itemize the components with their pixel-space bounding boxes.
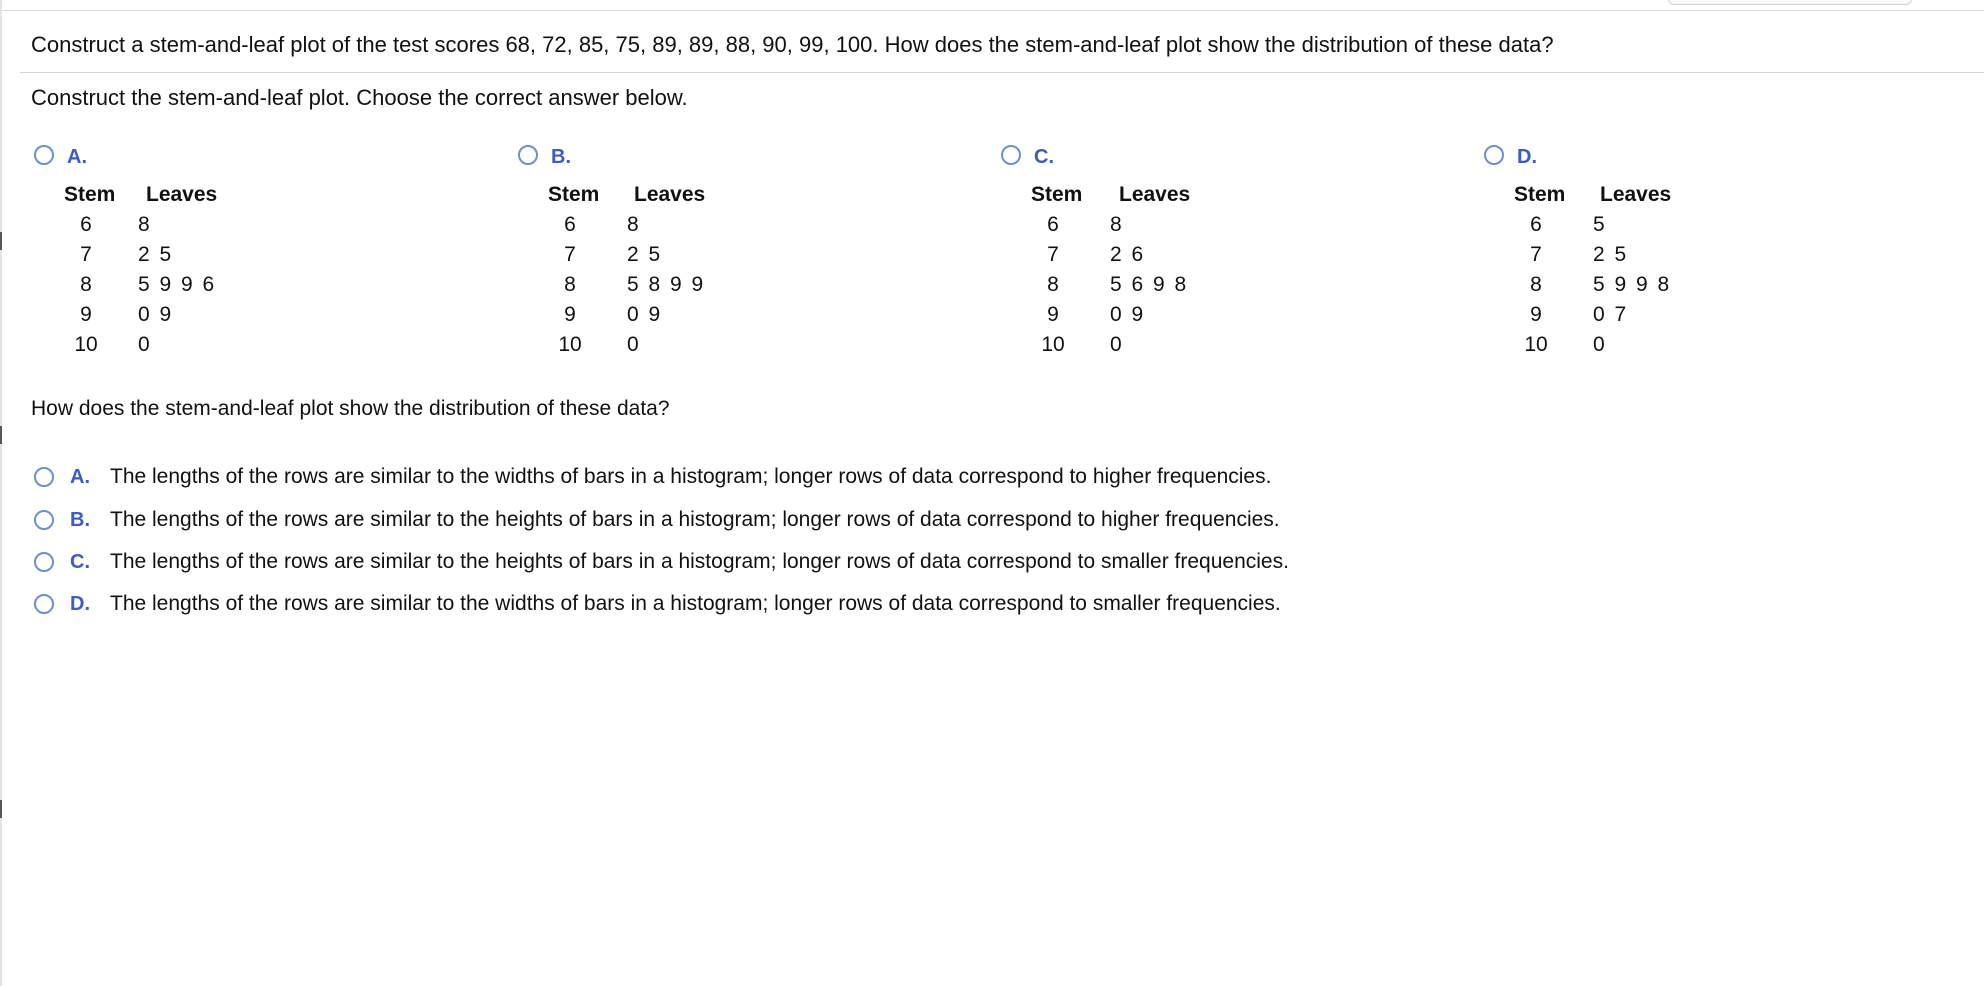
leaves-value: 5 9 9 8: [1593, 273, 1672, 296]
option-letter: D.: [1517, 146, 1537, 168]
option-letter: A.: [67, 146, 87, 168]
radio-answer-c[interactable]: [34, 552, 54, 572]
leaves-value: 2 5: [138, 243, 174, 266]
leaves-value: 5 9 9 6: [138, 273, 217, 296]
stem-value: 8: [564, 273, 576, 296]
left-edge-marker: [0, 232, 2, 250]
radio-option-b[interactable]: [518, 145, 538, 165]
stem-value: 6: [1047, 213, 1059, 236]
leaves-value: 0: [1593, 333, 1607, 356]
answer-text: The lengths of the rows are similar to the widths of bars in a histogram; longer rows of data correspond to higher frequencies.: [110, 465, 1272, 488]
instruction-text: Construct the stem-and-leaf plot. Choose the correct answer below.: [31, 85, 688, 110]
answer-text: The lengths of the rows are similar to the widths of bars in a histogram; longer rows of data correspond to smaller frequencies.: [110, 592, 1281, 615]
stem-value: 9: [1047, 303, 1059, 326]
stem-value: 6: [564, 213, 576, 236]
answer-letter: A.: [70, 466, 90, 488]
leaves-value: 5 6 9 8: [1110, 273, 1189, 296]
stem-value: 8: [80, 273, 92, 296]
stem-value: 10: [74, 333, 98, 356]
leaves-value: 0: [1110, 333, 1124, 356]
answer-letter: D.: [70, 593, 90, 615]
stem-value: 9: [80, 303, 92, 326]
left-edge: [0, 0, 2, 986]
stem-value: 8: [1530, 273, 1542, 296]
stem-value: 6: [80, 213, 92, 236]
plot-option-a[interactable]: [34, 143, 434, 356]
stem-value: 10: [1524, 333, 1548, 356]
leaves-value: 0 9: [627, 303, 663, 326]
stem-value: 7: [1047, 243, 1059, 266]
stem-value: 7: [1530, 243, 1542, 266]
leaves-header: Leaves: [1600, 183, 1672, 206]
answer-option-c[interactable]: [34, 546, 1534, 578]
radio-option-a[interactable]: [34, 145, 54, 165]
answer-letter: C.: [70, 551, 90, 573]
stem-value: 6: [1530, 213, 1542, 236]
leaves-value: 2 5: [1593, 243, 1629, 266]
leaves-value: 0: [138, 333, 152, 356]
answer-option-a[interactable]: [34, 461, 1534, 493]
radio-option-d[interactable]: [1484, 145, 1504, 165]
leaves-header: Leaves: [146, 183, 218, 206]
stem-value: 10: [558, 333, 582, 356]
stem-value: 10: [1041, 333, 1065, 356]
leaves-value: 0 9: [1110, 303, 1146, 326]
stem-value: 7: [564, 243, 576, 266]
left-edge-marker: [0, 800, 2, 818]
left-edge-marker: [0, 426, 2, 444]
answer-option-d[interactable]: [34, 588, 1534, 620]
leaves-header: Leaves: [634, 183, 706, 206]
leaves-value: 0 9: [138, 303, 174, 326]
stem-header: Stem: [64, 183, 116, 206]
question-text: Construct a stem-and-leaf plot of the test scores 68, 72, 85, 75, 89, 89, 88, 90, 99, 100. How does the stem-and-leaf plot show the distribution of these data?: [31, 32, 1554, 57]
stem-value: 7: [80, 243, 92, 266]
leaves-value: 2 6: [1110, 243, 1146, 266]
radio-answer-b[interactable]: [34, 510, 54, 530]
top-widget: [1668, 0, 1912, 5]
leaves-value: 8: [138, 213, 152, 236]
question-2-text: How does the stem-and-leaf plot show the distribution of these data?: [31, 397, 670, 420]
leaves-value: 0 7: [1593, 303, 1629, 326]
leaves-value: 2 5: [627, 243, 663, 266]
stem-value: 9: [564, 303, 576, 326]
stem-header: Stem: [1514, 183, 1566, 206]
stem-value: 8: [1047, 273, 1059, 296]
divider: [20, 72, 1984, 73]
leaves-value: 5: [1593, 213, 1607, 236]
answer-text: The lengths of the rows are similar to the heights of bars in a histogram; longer rows of data correspond to higher frequencies.: [110, 508, 1280, 531]
option-letter: C.: [1034, 146, 1054, 168]
radio-answer-d[interactable]: [34, 594, 54, 614]
plot-option-d[interactable]: [1484, 143, 1884, 356]
answer-option-b[interactable]: [34, 504, 1534, 536]
option-letter: B.: [551, 146, 571, 168]
leaves-header: Leaves: [1119, 183, 1191, 206]
stem-header: Stem: [1031, 183, 1083, 206]
leaves-value: 5 8 9 9: [627, 273, 706, 296]
stem-header: Stem: [548, 183, 600, 206]
leaves-value: 0: [627, 333, 641, 356]
leaves-value: 8: [1110, 213, 1124, 236]
answer-letter: B.: [70, 509, 90, 531]
radio-option-c[interactable]: [1001, 145, 1021, 165]
plot-option-b[interactable]: [518, 143, 918, 356]
leaves-value: 8: [627, 213, 641, 236]
plot-option-c[interactable]: [1001, 143, 1401, 356]
stem-value: 9: [1530, 303, 1542, 326]
radio-answer-a[interactable]: [34, 467, 54, 487]
answer-text: The lengths of the rows are similar to the heights of bars in a histogram; longer rows of data correspond to smaller frequencies.: [110, 550, 1289, 573]
